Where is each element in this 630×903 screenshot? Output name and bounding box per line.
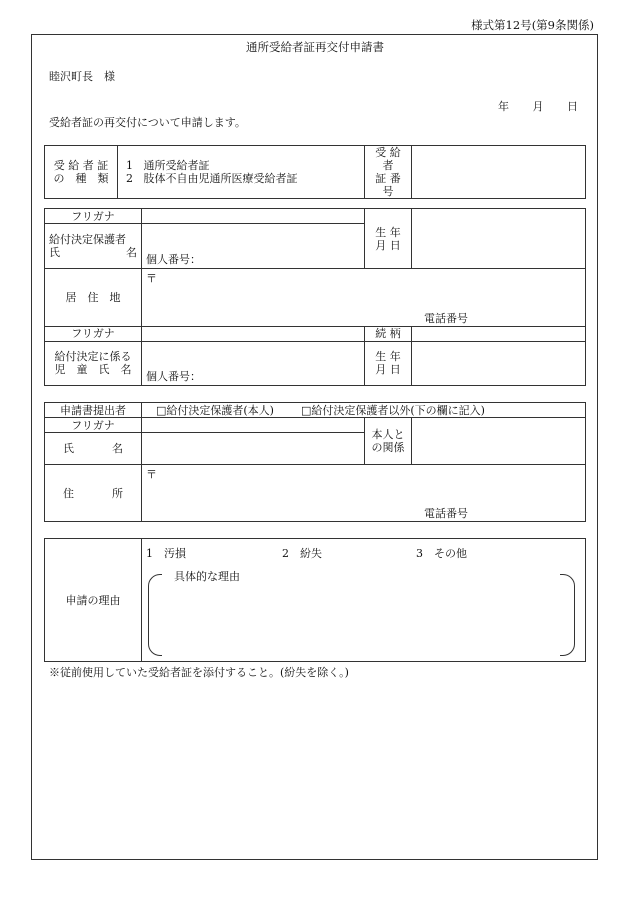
submitter-table [44,402,586,522]
footnote: ※従前使用していた受給者証を添付すること。(紛失を除く。) [49,666,349,679]
submitter-postal-mark: 〒 [146,468,157,481]
reason-option-other[interactable]: 3 その他 [416,547,467,560]
guardian-birth-field[interactable] [412,209,586,269]
submitter-furigana-label: フリガナ [45,418,142,433]
certificate-table [44,145,586,199]
child-relation-field[interactable] [412,326,586,341]
cert-type-options [118,146,365,199]
submitter-option-self[interactable]: □給付決定保護者(本人) [156,403,274,417]
cert-number-label: 受 給 者 証 番 号 [365,146,412,199]
guardian-phone-label: 電話番号 [424,311,468,325]
date-month-field[interactable]: 月 [532,100,544,113]
cert-option-1[interactable]: 1 通所受給者証 [126,159,210,172]
submitter-relation-field[interactable] [412,418,586,465]
cert-option-2[interactable]: 2 肢体不自由児通所医療受給者証 [126,172,298,185]
child-birth-field[interactable] [412,341,586,385]
submitter-furigana-field[interactable] [142,418,365,433]
date-year-field[interactable]: 年 [498,100,509,113]
child-name-label: 給付決定に係る 児 童 氏 名 [45,341,142,385]
submitter-relation-label: 本人と の関係 [365,418,412,465]
guardian-personal-number-label: 個人番号： [146,253,201,267]
form-title: 通所受給者証再交付申請書 [246,40,384,54]
submitter-phone-label: 電話番号 [424,507,468,520]
child-personal-number-label: 個人番号： [146,370,201,383]
child-furigana-field[interactable] [142,326,365,341]
child-furigana-label: フリガナ [45,326,142,341]
bracket-gap [162,572,560,658]
guardian-furigana-field[interactable] [142,209,365,224]
cert-type-label: 受 給 者 証 の 種 類 [45,146,118,199]
guardian-address-field[interactable] [142,269,586,326]
reason-label: 申請の理由 [45,539,142,662]
guardian-child-table [44,208,586,386]
submitter-address-field[interactable] [142,465,586,522]
guardian-name-field[interactable] [142,224,365,269]
submitter-label: 申請書提出者 [45,403,142,418]
reason-detail-label: 具体的な理由 [174,570,240,583]
submitter-name-field[interactable] [142,433,365,465]
guardian-postal-mark: 〒 [146,272,157,286]
guardian-birth-label: 生 年 月 日 [365,209,412,269]
cert-number-field[interactable] [412,146,586,199]
recipient: 睦沢町長 様 [49,70,115,83]
child-birth-label: 生 年 月 日 [365,341,412,385]
child-name-field[interactable] [142,341,365,385]
guardian-name-label: 給付決定保護者 氏 名 [45,224,142,269]
guardian-furigana-label: フリガナ [45,209,142,224]
submitter-options [142,403,586,418]
submitter-name-label: 氏 名 [45,433,142,465]
submitter-address-label: 住 所 [45,465,142,522]
date-day-field[interactable]: 日 [567,100,578,113]
reason-option-lost[interactable]: 2 紛失 [282,547,322,560]
guardian-address-label: 居 住 地 [45,269,142,326]
date-line [498,98,578,114]
form-number: 様式第12号(第9条関係) [471,18,594,32]
child-relation-label: 続 柄 [365,326,412,341]
reason-option-soiled[interactable]: 1 汚損 [146,547,186,560]
submitter-option-other[interactable]: □給付決定保護者以外(下の欄に記入) [300,403,485,417]
intro-text: 受給者証の再交付について申請します。 [49,116,246,129]
